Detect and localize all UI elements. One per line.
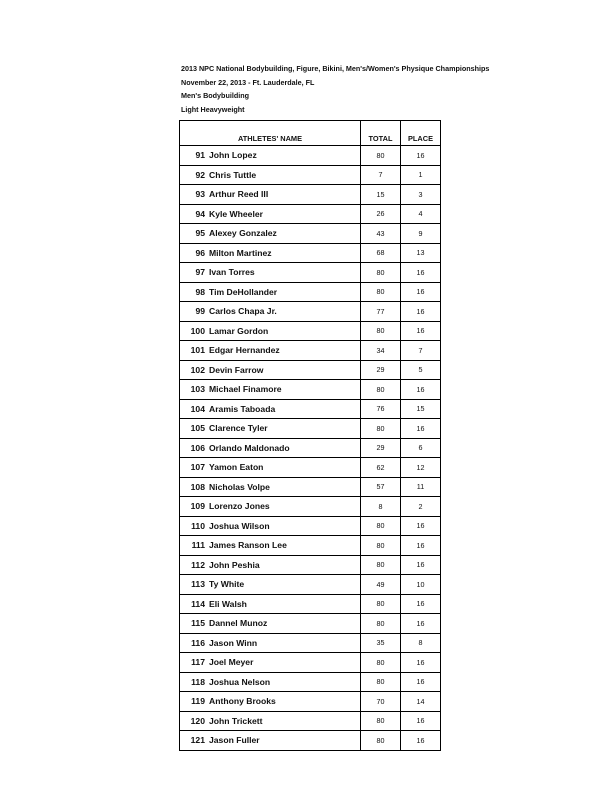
document-header [181,62,490,116]
total-score: 80 [361,146,401,166]
athlete-name: Devin Farrow [209,364,264,375]
placing: 16 [401,653,441,673]
athlete-name: Jason Fuller [209,735,260,746]
athlete-name: Lamar Gordon [209,325,269,336]
total-score: 68 [361,243,401,263]
total-score: 49 [361,575,401,595]
athlete-number: 93 [195,189,205,200]
table-row [180,243,441,263]
athlete-cell [180,263,361,283]
athlete-cell [180,185,361,205]
results-table-body [180,146,441,751]
athlete-name: Aramis Taboada [209,403,276,414]
placing: 16 [401,594,441,614]
athlete-cell [180,555,361,575]
table-row [180,653,441,673]
athlete-name: Clarence Tyler [209,423,268,434]
athlete-name: Eli Walsh [209,598,247,609]
total-score: 7 [361,165,401,185]
total-score: 80 [361,536,401,556]
athlete-number: 100 [190,325,205,336]
placing: 2 [401,497,441,517]
placing: 13 [401,243,441,263]
table-row [180,594,441,614]
athlete-cell [180,497,361,517]
total-score: 34 [361,341,401,361]
placing: 16 [401,146,441,166]
athlete-number: 98 [195,286,205,297]
athlete-name: John Trickett [209,715,263,726]
placing: 16 [401,555,441,575]
athlete-cell [180,477,361,497]
table-row [180,419,441,439]
placing: 8 [401,633,441,653]
athlete-name: Carlos Chapa Jr. [209,306,277,317]
table-row [180,380,441,400]
athlete-number: 111 [191,540,205,551]
athlete-name: Ty White [209,579,245,590]
athlete-cell [180,146,361,166]
athlete-number: 105 [190,423,205,434]
athlete-number: 114 [191,598,205,609]
total-score: 57 [361,477,401,497]
athlete-cell [180,302,361,322]
total-score: 80 [361,516,401,536]
athlete-number: 95 [195,228,205,239]
results-table [179,120,441,751]
athlete-number: 112 [191,559,205,570]
athlete-cell [180,575,361,595]
placing: 16 [401,731,441,751]
athlete-cell [180,380,361,400]
table-row [180,633,441,653]
athlete-name: Joshua Wilson [209,520,270,531]
table-row [180,458,441,478]
athlete-name: Dannel Munoz [209,618,268,629]
placing: 16 [401,536,441,556]
total-score: 80 [361,731,401,751]
placing: 16 [401,614,441,634]
athlete-number: 106 [190,442,205,453]
table-row [180,204,441,224]
athlete-name: Lorenzo Jones [209,501,270,512]
athlete-number: 110 [191,520,205,531]
placing: 11 [401,477,441,497]
athlete-cell [180,536,361,556]
placing: 16 [401,380,441,400]
athlete-number: 101 [190,345,205,356]
table-row [180,692,441,712]
table-row [180,146,441,166]
athlete-cell [180,692,361,712]
athlete-cell [180,282,361,302]
athlete-number: 107 [190,462,205,473]
total-score: 80 [361,419,401,439]
total-score: 43 [361,224,401,244]
placing: 16 [401,672,441,692]
total-score: 80 [361,380,401,400]
athlete-name: Yamon Eaton [209,462,264,473]
athlete-number: 119 [191,696,205,707]
athlete-name: Edgar Hernandez [209,345,280,356]
placing: 16 [401,282,441,302]
athlete-cell [180,419,361,439]
table-row [180,282,441,302]
athlete-cell [180,731,361,751]
athlete-name: Tim DeHollander [209,286,278,297]
athlete-cell [180,633,361,653]
athlete-name: Nicholas Volpe [209,481,270,492]
table-header-row [180,121,441,146]
table-row [180,360,441,380]
athlete-number: 103 [190,384,205,395]
athlete-cell [180,711,361,731]
athlete-number: 117 [191,657,205,668]
weight-class: Light Heavyweight [181,104,245,114]
athlete-cell [180,399,361,419]
total-score: 29 [361,438,401,458]
athlete-name: Alexey Gonzalez [209,228,277,239]
table-row [180,731,441,751]
placing: 12 [401,458,441,478]
table-row [180,321,441,341]
table-row [180,555,441,575]
athlete-name: Kyle Wheeler [209,208,263,219]
placing: 7 [401,341,441,361]
athlete-cell [180,165,361,185]
total-score: 26 [361,204,401,224]
athlete-cell [180,224,361,244]
athlete-cell [180,458,361,478]
athlete-name: John Lopez [209,150,257,161]
total-score: 80 [361,321,401,341]
total-score: 80 [361,614,401,634]
placing: 16 [401,711,441,731]
placing: 16 [401,516,441,536]
table-row [180,185,441,205]
table-row [180,438,441,458]
athlete-number: 104 [190,403,205,414]
total-score: 77 [361,302,401,322]
placing: 14 [401,692,441,712]
athlete-cell [180,672,361,692]
athlete-number: 99 [195,306,205,317]
athlete-number: 120 [190,715,205,726]
athlete-cell [180,594,361,614]
event-date-location: November 22, 2013 - Ft. Lauderdale, FL [181,77,315,87]
athlete-cell [180,516,361,536]
athlete-cell [180,360,361,380]
total-score: 35 [361,633,401,653]
table-row [180,263,441,283]
placing: 5 [401,360,441,380]
athlete-name: Anthony Brooks [209,696,276,707]
athlete-number: 118 [191,676,205,687]
total-score: 80 [361,672,401,692]
athlete-name: Joshua Nelson [209,676,271,687]
athlete-number: 109 [190,501,205,512]
table-row [180,224,441,244]
total-score: 80 [361,555,401,575]
placing: 1 [401,165,441,185]
athlete-name: Ivan Torres [209,267,255,278]
athlete-number: 116 [191,637,205,648]
athlete-number: 91 [195,150,205,161]
total-score: 80 [361,594,401,614]
total-score: 29 [361,360,401,380]
total-score: 80 [361,282,401,302]
event-title: 2013 NPC National Bodybuilding, Figure, Bikini, Men's/Women's Physique Championships [181,64,490,73]
total-score: 15 [361,185,401,205]
athlete-name: James Ranson Lee [209,540,287,551]
total-score: 62 [361,458,401,478]
athlete-number: 108 [190,481,205,492]
athlete-number: 97 [195,267,205,278]
athlete-cell [180,204,361,224]
athlete-number: 92 [195,169,205,180]
athlete-name: Jason Winn [209,637,258,648]
table-row [180,477,441,497]
table-row [180,575,441,595]
table-row [180,516,441,536]
athlete-number: 115 [191,618,205,629]
athlete-cell [180,438,361,458]
placing: 16 [401,263,441,283]
athlete-number: 113 [191,579,205,590]
table-row [180,536,441,556]
table-row [180,672,441,692]
division-name: Men's Bodybuilding [181,91,249,100]
column-header-place: PLACE [401,121,441,146]
athlete-name: Milton Martinez [209,247,272,258]
athlete-cell [180,321,361,341]
placing: 4 [401,204,441,224]
table-row [180,614,441,634]
total-score: 80 [361,653,401,673]
athlete-cell [180,243,361,263]
athlete-name: Chris Tuttle [209,169,257,180]
table-row [180,302,441,322]
table-row [180,165,441,185]
athlete-number: 96 [195,247,205,258]
table-row [180,497,441,517]
table-row [180,341,441,361]
athlete-name: Joel Meyer [209,657,254,668]
column-header-total: TOTAL [361,121,401,146]
athlete-cell [180,341,361,361]
column-header-athlete-name: ATHLETES' NAME [180,121,361,146]
total-score: 8 [361,497,401,517]
athlete-cell [180,653,361,673]
athlete-name: Michael Finamore [209,384,282,395]
athlete-name: Arthur Reed III [209,189,269,200]
athlete-name: John Peshia [209,559,260,570]
athlete-cell [180,614,361,634]
total-score: 80 [361,711,401,731]
placing: 6 [401,438,441,458]
athlete-number: 121 [190,735,205,746]
placing: 3 [401,185,441,205]
placing: 15 [401,399,441,419]
placing: 9 [401,224,441,244]
placing: 16 [401,419,441,439]
athlete-number: 102 [190,364,205,375]
table-row [180,399,441,419]
total-score: 80 [361,263,401,283]
athlete-name: Orlando Maldonado [209,442,290,453]
placing: 10 [401,575,441,595]
total-score: 70 [361,692,401,712]
placing: 16 [401,302,441,322]
total-score: 76 [361,399,401,419]
table-row [180,711,441,731]
placing: 16 [401,321,441,341]
athlete-number: 94 [195,208,205,219]
